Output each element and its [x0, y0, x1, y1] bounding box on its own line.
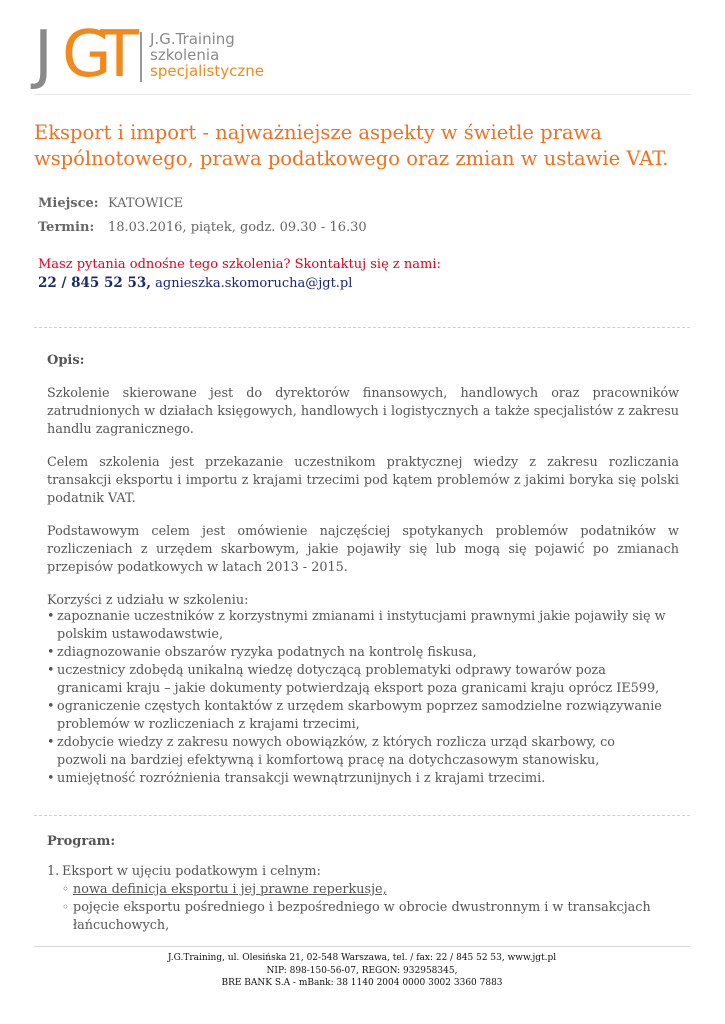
footer-bank: BRE BANK S.A - mBank: 38 1140 2004 0000 3002 3360 7883 — [221, 978, 503, 988]
date-label: Termin: — [38, 220, 95, 235]
header-divider — [34, 94, 690, 95]
logo-divider — [140, 32, 142, 82]
section-divider — [34, 327, 690, 328]
program-sublist — [47, 881, 679, 935]
contact-box — [38, 255, 441, 293]
footer-tax-ids: NIP: 898-150-56-07, REGON: 932958345, — [266, 965, 458, 976]
contact-email-link[interactable]: agnieszka.skomorucha@jgt.pl — [155, 276, 353, 291]
page-footer — [34, 952, 690, 990]
logo-letter-j: J — [34, 18, 49, 92]
list-item: • zdobycie wiedzy z zakresu nowych obowiązków, z których rozlicza urząd skarbowy, co pozwoli na bardziej efektywną i komfortową pracę na dotychczasowym stanowisku, — [47, 734, 667, 770]
benefits-list — [47, 608, 667, 788]
logo-mark — [34, 18, 136, 92]
logo-tagline-1: szkolenia — [150, 46, 220, 64]
date-row — [38, 218, 367, 237]
date-value: 18.03.2016, piątek, godz. 09.30 - 16.30 — [108, 220, 367, 235]
company-logo — [34, 18, 264, 92]
place-value: KATOWICE — [108, 196, 184, 211]
program-subitem-link[interactable]: nowa definicja eksportu i jej prawne reperkusje, — [73, 882, 387, 897]
program-item-label: Eksport w ujęciu podatkowym i celnym: — [62, 864, 321, 879]
logo-letter-g: G — [62, 18, 108, 92]
list-item: • zdiagnozowanie obszarów ryzyka podatnych na kontrolę fiskusa, — [47, 644, 667, 662]
list-item: • zapoznanie uczestników z korzystnymi zmianami i instytucjami prawnymi jakie pojawiły się w polskim ustawodawstwie, — [47, 608, 667, 644]
benefits-intro: Korzyści z udziału w szkoleniu: — [47, 593, 249, 608]
logo-letter-t: T — [100, 18, 136, 92]
contact-phone: 22 / 845 52 53, — [38, 275, 151, 291]
description-paragraph-1: Szkolenie skierowane jest do dyrektorów finansowych, handlowych oraz pracowników zatrudnionych w działach księgowych, handlowych i logistycznych a także specjalistów z zakresu handlu zagranicznego. — [47, 386, 679, 437]
footer-divider — [34, 946, 690, 947]
logo-text — [150, 28, 264, 79]
logo-tagline-2: specjalistyczne — [150, 62, 264, 80]
list-item: • umiejętność rozróżnienia transakcji wewnątrzunijnych i z krajami trzecimi. — [47, 770, 667, 788]
place-label: Miejsce: — [38, 196, 99, 211]
contact-question: Masz pytania odnośne tego szkolenia? Skontaktuj się z nami: — [38, 257, 441, 272]
program-item-number: 1. — [47, 864, 60, 879]
description-heading: Opis: — [47, 353, 85, 368]
section-divider — [34, 815, 690, 816]
footer-address: J.G.Training, ul. Olesińska 21, 02-548 Warszawa, tel. / fax: 22 / 845 52 53, www.jgt.pl — [167, 953, 557, 963]
training-title: Eksport i import - najważniejsze aspekty w świetle prawa wspólnotowego, prawa podatkowego oraz zmian w ustawie VAT. — [34, 121, 669, 170]
description-paragraph-3: Podstawowym celem jest omówienie najczęściej spotykanych problemów podatników w rozliczeniach z urzędem skarbowym, jakie pojawiły się lub mogą się pojawić po zmianach przepisów podatkowych w latach 2013 - 2015. — [47, 524, 679, 575]
training-meta — [38, 194, 367, 242]
program-heading: Program: — [47, 834, 116, 849]
description-section — [47, 352, 679, 610]
list-item: • uczestnicy zdobędą unikalną wiedzę dotyczącą problematyki odprawy towarów poza granicami kraju – jakie dokumenty potwierdzają eksport poza granicami kraju oprócz IE599, — [47, 662, 667, 698]
benefits-section — [47, 608, 667, 788]
program-section — [47, 833, 679, 935]
contact-line — [38, 274, 441, 293]
description-paragraph-2: Celem szkolenia jest przekazanie uczestnikom praktycznej wiedzy z zakresu rozliczania transakcji eksportu i importu z krajami trzecimi pod kątem problemów z jakimi boryka się polski podatnik VAT. — [47, 455, 679, 506]
list-item: • ograniczenie częstych kontaktów z urzędem skarbowym poprzez samodzielne rozwiązywanie problemów w rozliczeniach z krajami trzecimi, — [47, 698, 667, 734]
program-list — [47, 863, 679, 935]
program-item — [47, 863, 679, 935]
program-subitem: ◦ pojęcie eksportu pośredniego i bezpośredniego w obrocie dwustronnym i w transakcjach łańcuchowych, — [62, 899, 679, 935]
logo-company-name: J.G.Training — [150, 30, 235, 48]
place-row — [38, 194, 367, 213]
program-subitem — [62, 881, 679, 899]
